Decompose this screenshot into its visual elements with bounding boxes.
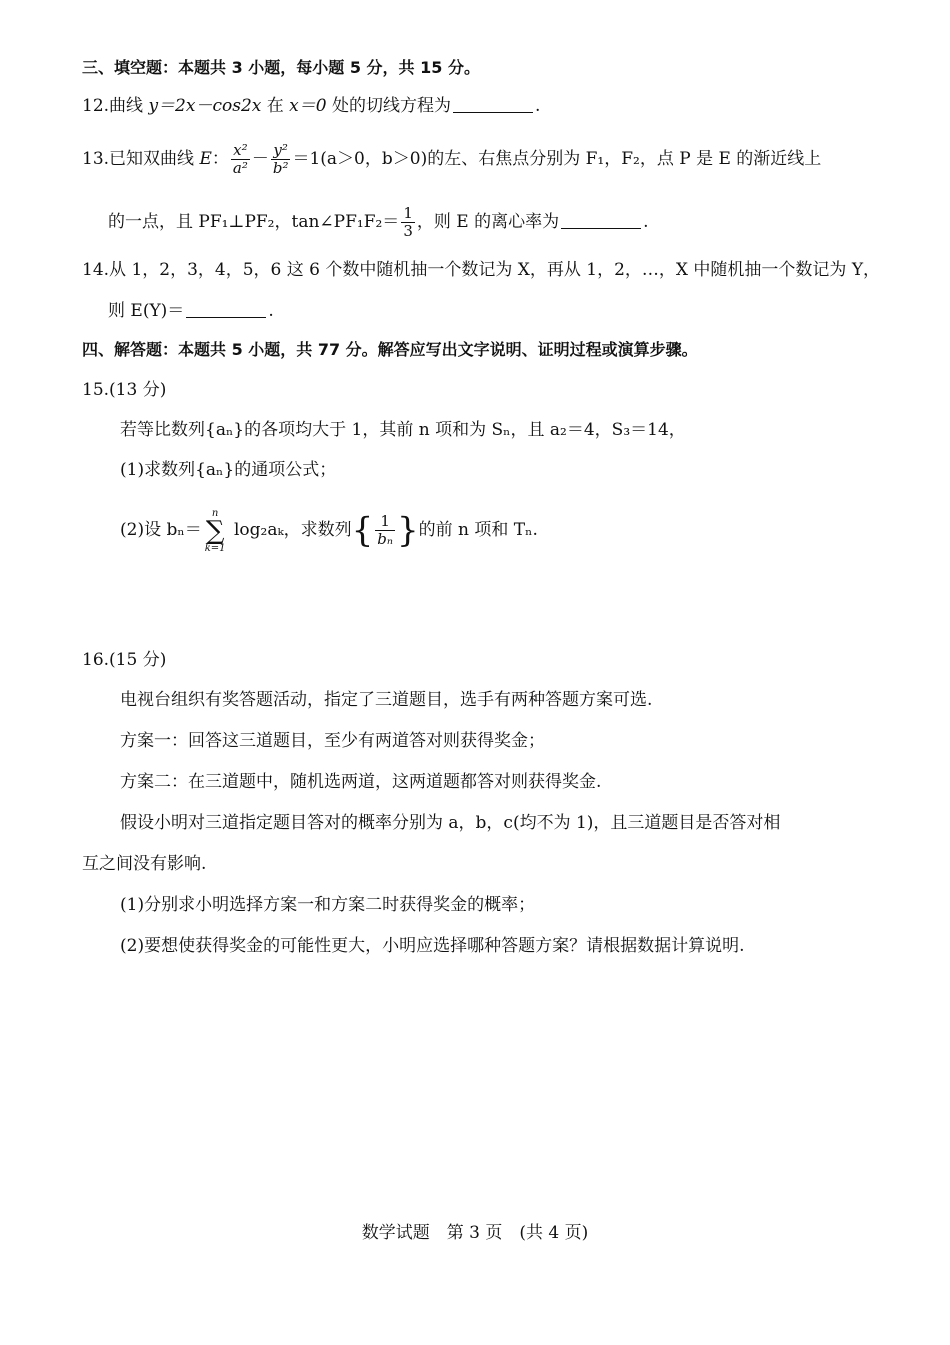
q12-end: . xyxy=(534,96,541,116)
q13-frac-y2-b2 xyxy=(271,142,291,177)
q13-frac1-den: a² xyxy=(232,159,248,177)
q13-colon: ： xyxy=(211,149,229,169)
q15-frac-num: 1 xyxy=(375,513,395,531)
q14-answer-blank xyxy=(186,299,266,318)
section3-header: 三、填空题：本题共 3 小题，每小题 5 分，共 15 分。 xyxy=(82,58,480,77)
q13-prefix: 13.已知双曲线 xyxy=(82,149,200,169)
section4-header: 四、解答题：本题共 5 小题，共 77 分。解答应写出文字说明、证明过程或演算步骤。 xyxy=(82,340,698,359)
q15-part2 xyxy=(120,500,538,560)
q12-expr: y＝2x－cos2x xyxy=(148,96,262,116)
q15-frac-den: bₙ xyxy=(377,530,393,548)
q13-line2-b: ，则 E 的离心率为 xyxy=(416,212,560,232)
q15-frac-1-bn xyxy=(375,513,395,548)
q13-frac2-den: b² xyxy=(272,159,289,177)
q16-p3: 方案二：在三道题中，随机选两道，这两道题都答对则获得奖金. xyxy=(120,772,602,792)
q13-frac-one-third xyxy=(401,205,415,240)
question-13-line1 xyxy=(82,142,821,177)
q12-answer-blank xyxy=(453,94,533,113)
q16-part1: (1)分别求小明选择方案一和方案二时获得奖金的概率； xyxy=(120,895,536,915)
q13-minus: － xyxy=(251,149,269,169)
q15-brace-left: { xyxy=(351,510,374,551)
q12-mid: 在 xyxy=(261,96,290,116)
q13-frac3-num: 1 xyxy=(403,204,413,222)
q16-p4b: 互之间没有影响. xyxy=(82,854,207,874)
q15-summation xyxy=(205,508,226,554)
q13-line2-a: 的一点，且 PF₁⊥PF₂，tan∠PF₁F₂＝ xyxy=(108,212,400,232)
q16-part2: (2)要想使获得奖金的可能性更大，小明应选择哪种答题方案？请根据数据计算说明. xyxy=(120,936,745,956)
question-12 xyxy=(82,94,540,118)
q13-frac3-den: 3 xyxy=(403,222,413,240)
q14-line2-a: 则 E(Y)＝ xyxy=(108,301,185,321)
q15-sum-bottom: k=1 xyxy=(204,542,226,554)
q13-frac1-num: x² xyxy=(231,142,250,160)
q16-p1: 电视台组织有奖答题活动，指定了三道题目，选手有两种答题方案可选. xyxy=(120,690,653,710)
q14-end: . xyxy=(268,301,274,321)
q13-frac-x2-a2 xyxy=(231,142,250,177)
q12-tail: 处的切线方程为 xyxy=(326,96,451,116)
q15-brace-right: } xyxy=(396,510,419,551)
q16-p4a: 假设小明对三道指定题目答对的概率分别为 a，b，c(均不为 1)，且三道题目是否答对相 xyxy=(120,813,781,833)
q16-title: 16.(15 分) xyxy=(82,650,167,670)
q15-part1: (1)求数列{aₙ}的通项公式； xyxy=(120,460,337,480)
q15-sum-top: n xyxy=(211,507,219,519)
q12-at: x＝0 xyxy=(289,96,327,116)
question-14-line2 xyxy=(108,299,274,323)
q13-frac2-num: y² xyxy=(271,142,291,160)
question-14-line1: 14.从 1，2，3，4，5，6 这 6 个数中随机抽一个数记为 X，再从 1，2，…，X 中随机抽一个数记为 Y， xyxy=(82,260,881,280)
q15-stem: 若等比数列{aₙ}的各项均大于 1，其前 n 项和为 Sₙ，且 a₂＝4，S₃＝14， xyxy=(120,420,686,440)
q13-eq: ＝1(a＞0，b＞0)的左、右焦点分别为 F₁，F₂，点 P 是 E 的渐近线上 xyxy=(292,149,822,169)
question-13-line2 xyxy=(108,205,648,240)
q13-answer-blank xyxy=(561,210,641,229)
q13-E: E xyxy=(199,149,212,169)
page-footer: 数学试题 第 3 页 (共 4 页) xyxy=(361,1223,589,1243)
q16-p2: 方案一：回答这三道题目，至少有两道答对则获得奖金； xyxy=(120,731,545,751)
q15-title: 15.(13 分) xyxy=(82,380,167,400)
q15-part2-a: (2)设 bₙ＝ xyxy=(120,520,202,540)
q15-part2-b: 的前 n 项和 Tₙ. xyxy=(418,520,538,540)
q15-part2-log: log₂aₖ，求数列 xyxy=(228,520,352,540)
q13-end: . xyxy=(643,212,649,232)
q12-prefix: 12.曲线 xyxy=(82,96,149,116)
q15-sum-sigma: ∑ xyxy=(205,515,225,546)
